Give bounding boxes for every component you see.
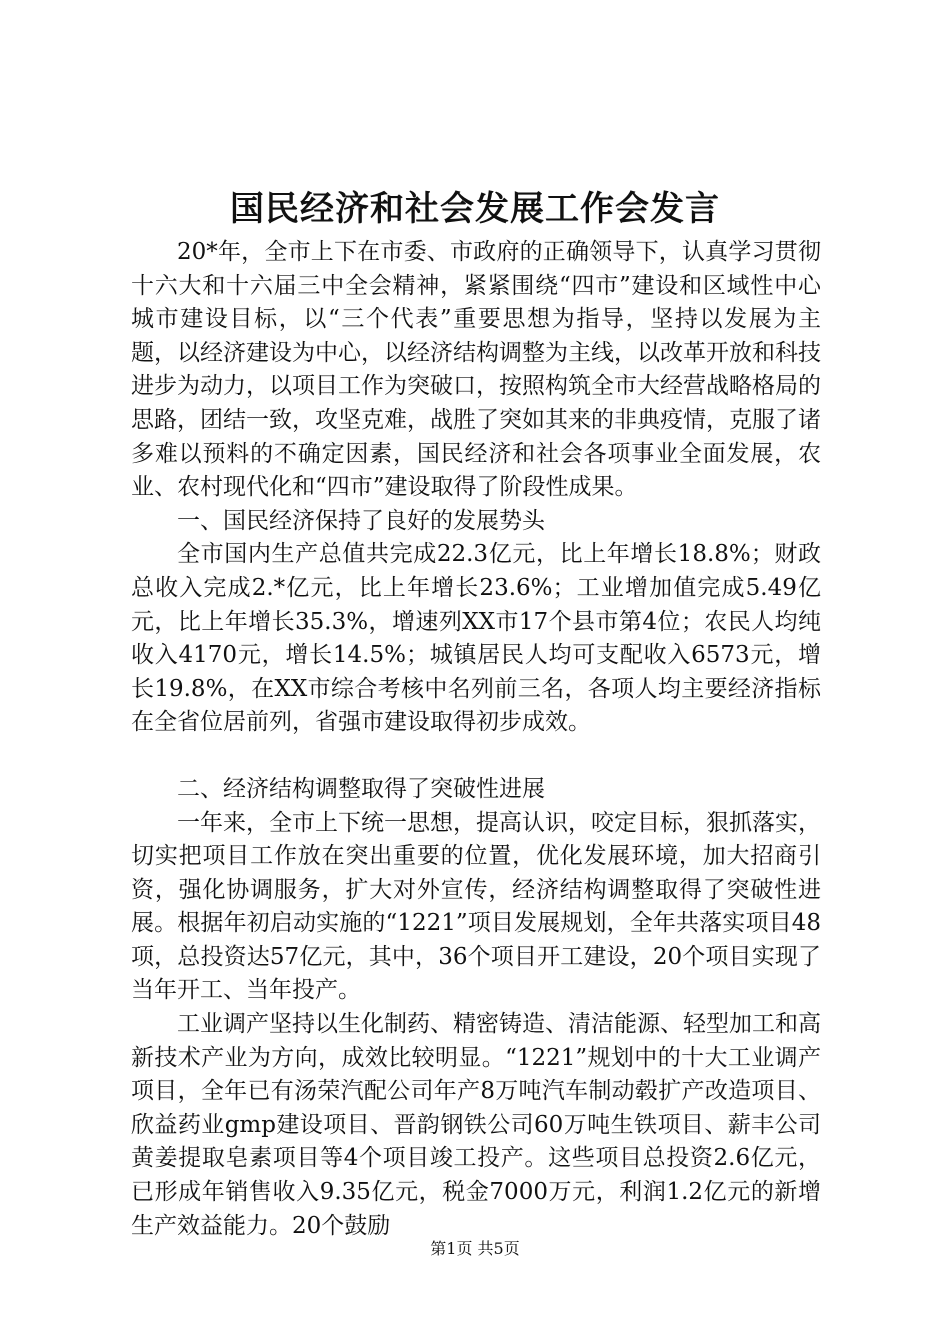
page-footer: 第1页 共5页 bbox=[430, 1239, 520, 1258]
document-title: 国民经济和社会发展工作会发言 bbox=[230, 189, 720, 229]
economy-paragraph: 全市国内生产总值共完成22.3亿元，比上年增长18.8%；财政总收入完成2.*亿元，比上年增长23.6%；工业增加值完成5.49亿元，比上年增长35.3%，增速列XX市17个县市第4位；农民人均纯收入4170元，增长14.5%；城镇居民人均可支配收入6573元，增长19.8%，在XX市综合考核中名列前三名，各项人均主要经济指标在全省位居前列，省强市建设取得初步成效。 bbox=[131, 541, 821, 736]
section-heading-2: 二、经济结构调整取得了突破性进展 bbox=[177, 775, 545, 802]
structure-paragraph: 一年来，全市上下统一思想，提高认识，咬定目标，狠抓落实，切实把项目工作放在突出重要的位置，优化发展环境，加大招商引资，强化协调服务，扩大对外宣传，经济结构调整取得了突破性进展。根据年初启动实施的“1221”项目发展规划，全年共落实项目48项，总投资达57亿元，其中，36个项目开工建设，20个项目实现了当年开工、当年投产。 bbox=[131, 809, 821, 1004]
document-body bbox=[131, 236, 821, 1243]
intro-paragraph: 20*年，全市上下在市委、市政府的正确领导下，认真学习贯彻十六大和十六届三中全会精神，紧紧围绕“四市”建设和区域性中心城市建设目标，以“三个代表”重要思想为指导，坚持以发展为主题，以经济建设为中心，以经济结构调整为主线，以改革开放和科技进步为动力，以项目工作为突破口，按照构筑全市大经营战略格局的思路，团结一致，攻坚克难，战胜了突如其来的非典疫情，克服了诸多难以预料的不确定因素，国民经济和社会各项事业全面发展，农业、农村现代化和“四市”建设取得了阶段性成果。 bbox=[131, 239, 821, 501]
industry-paragraph: 工业调产坚持以生化制药、精密铸造、清洁能源、轻型加工和高新技术产业为方向，成效比较明显。“1221”规划中的十大工业调产项目，全年已有汤荣汽配公司年产8万吨汽车制动毂扩产改造项目、欣益药业gmp建设项目、晋韵钢铁公司60万吨生铁项目、薪丰公司黄姜提取皂素项目等4个项目竣工投产。这些项目总投资2.6亿元，已形成年销售收入9.35亿元，税金7000万元，利润1.2亿元的新增生产效益能力。20个鼓励 bbox=[131, 1011, 821, 1239]
section-heading-1: 一、国民经济保持了良好的发展势头 bbox=[177, 507, 545, 534]
